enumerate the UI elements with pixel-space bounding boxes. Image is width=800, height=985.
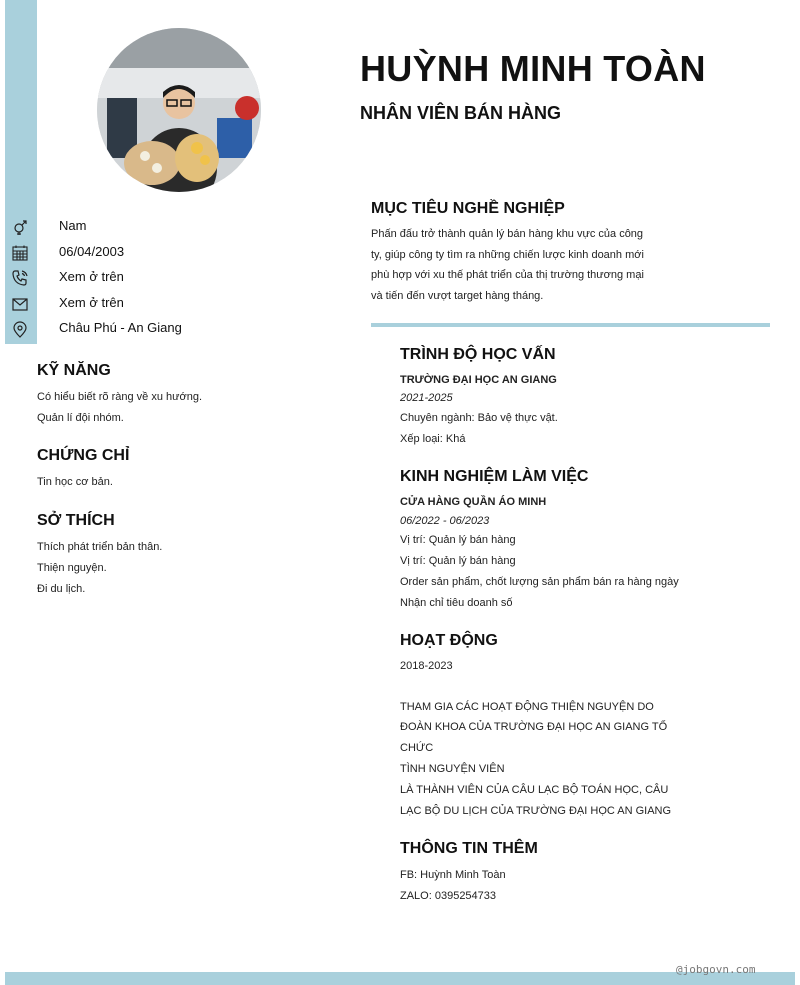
section-divider — [371, 323, 770, 327]
activity-line: ĐOÀN KHOA CỦA TRƯỜNG ĐẠI HỌC AN GIANG TỔ — [400, 721, 668, 733]
contact-birthday: 06/04/2003 — [59, 244, 125, 259]
skill-item: Có hiểu biết rõ ràng về xu hướng. — [37, 391, 203, 403]
contact-address: Châu Phú - An Giang — [59, 320, 182, 335]
activity-line: LÀ THÀNH VIÊN CỦA CÂU LẠC BỘ TOÁN HỌC, CÂU — [400, 784, 669, 796]
contact-phone: Xem ở trên — [59, 269, 124, 284]
activity-line: CHỨC — [400, 742, 434, 754]
extra-info-facebook: FB: Huỳnh Minh Toàn — [400, 869, 506, 881]
activities-heading: HOẠT ĐỘNG — [400, 632, 498, 649]
certificates-heading: CHỨNG CHỈ — [37, 447, 130, 464]
skills-heading: KỸ NĂNG — [37, 362, 111, 379]
phone-icon — [11, 269, 29, 287]
experience-line: Nhận chỉ tiêu doanh số — [400, 597, 513, 609]
objective-line: Phấn đấu trở thành quản lý bán hàng khu vực của công — [371, 228, 644, 240]
objective-line: và tiến đến vượt target hàng tháng. — [371, 290, 544, 302]
activities-period: 2018-2023 — [400, 660, 453, 672]
extra-info-heading: THÔNG TIN THÊM — [400, 840, 538, 857]
education-major: Chuyên ngành: Bảo vệ thực vật. — [400, 412, 558, 424]
education-period: 2021-2025 — [400, 392, 453, 404]
calendar-icon — [11, 244, 29, 262]
avatar — [97, 28, 261, 192]
email-icon — [11, 295, 29, 313]
experience-line: Order sản phẩm, chốt lượng sản phẩm bán ra hàng ngày — [400, 576, 679, 588]
hobbies-heading: SỞ THÍCH — [37, 512, 115, 529]
hobby-item: Đi du lịch. — [37, 583, 86, 595]
experience-heading: KINH NGHIỆM LÀM VIỆC — [400, 468, 589, 485]
experience-line: Vị trí: Quản lý bán hàng — [400, 555, 516, 567]
objective-line: ty, giúp công ty tìm ra những chiến lược kinh doanh mới — [371, 249, 644, 261]
hobby-item: Thiện nguyện. — [37, 562, 107, 574]
candidate-name: HUỲNH MINH TOÀN — [360, 48, 706, 89]
contact-email: Xem ở trên — [59, 295, 124, 310]
experience-line: Vị trí: Quản lý bán hàng — [400, 534, 516, 546]
education-grade: Xếp loại: Khá — [400, 433, 466, 445]
skill-item: Quản lí đội nhóm. — [37, 412, 124, 424]
watermark: @jobgovn.com — [676, 963, 756, 976]
education-heading: TRÌNH ĐỘ HỌC VẤN — [400, 346, 556, 363]
hobby-item: Thích phát triển bản thân. — [37, 541, 163, 553]
objective-line: phù hợp với xu thế phát triển của thị trường thương mại — [371, 269, 644, 281]
certificate-item: Tin học cơ bản. — [37, 476, 113, 488]
education-school: TRƯỜNG ĐẠI HỌC AN GIANG — [400, 374, 557, 386]
activity-line: LẠC BỘ DU LỊCH CỦA TRƯỜNG ĐẠI HỌC AN GIANG — [400, 805, 672, 817]
activity-line: THAM GIA CÁC HOẠT ĐỘNG THIỆN NGUYỆN DO — [400, 701, 654, 713]
gender-icon — [11, 218, 29, 236]
experience-company: CỬA HÀNG QUẦN ÁO MINH — [400, 496, 547, 508]
avatar-photo — [97, 28, 261, 192]
extra-info-zalo: ZALO: 0395254733 — [400, 890, 497, 902]
job-title: NHÂN VIÊN BÁN HÀNG — [360, 103, 562, 123]
contact-gender: Nam — [59, 218, 87, 233]
location-icon — [11, 321, 29, 339]
objective-heading: MỤC TIÊU NGHỀ NGHIỆP — [371, 200, 565, 217]
sidebar-accent-strip — [5, 0, 37, 344]
activity-line: TÌNH NGUYỆN VIÊN — [400, 763, 505, 775]
experience-period: 06/2022 - 06/2023 — [400, 515, 490, 527]
